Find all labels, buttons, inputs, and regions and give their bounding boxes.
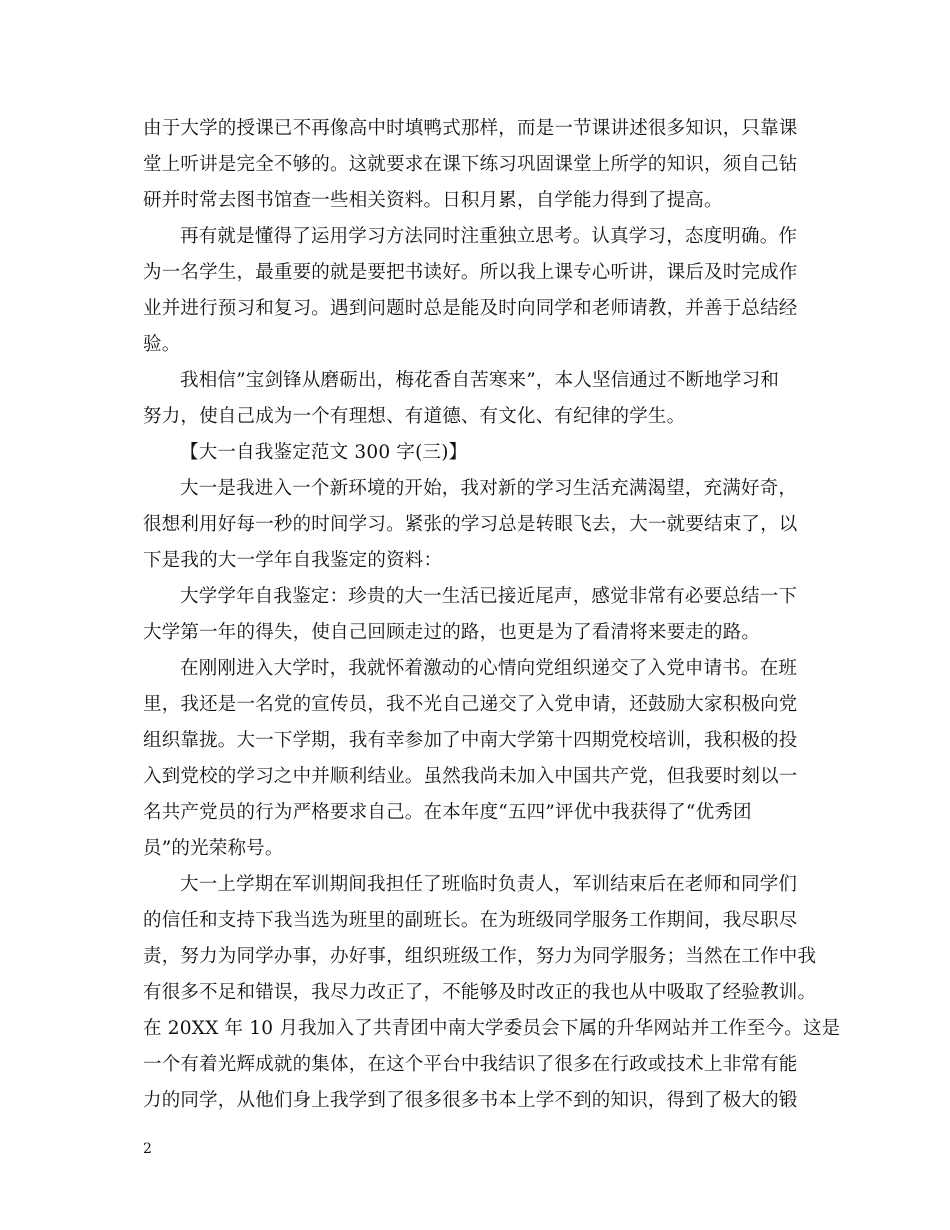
text-line: 由于大学的授课已不再像高中时填鸭式那样，而是一节课讲述很多知识，只靠课 [143, 118, 798, 139]
text-line: 研并时常去图书馆查一些相关资料。日积月累，自学能力得到了提高。 [143, 190, 723, 211]
text-line: 下是我的大一学年自我鉴定的资料： [143, 550, 443, 571]
text-line: 入到党校的学习之中并顺利结业。虽然我尚未加入中国共产党，但我要时刻以一 [143, 766, 798, 787]
section-heading: 【大一自我鉴定范文 300 字(三)】 [180, 442, 468, 463]
text-line: 努力，使自己成为一个有理想、有道德、有文化、有纪律的学生。 [143, 406, 686, 427]
text-line: 大一是我进入一个新环境的开始，我对新的学习生活充满渴望，充满好奇， [180, 478, 798, 499]
text-line: 很想利用好每一秒的时间学习。紧张的学习总是转眼飞去，大一就要结束了，以 [143, 514, 798, 535]
text-line: 责，努力为同学办事，办好事，组织班级工作，努力为同学服务；当然在工作中我 [143, 946, 817, 967]
text-line: 员”的光荣称号。 [143, 838, 284, 859]
text-line: 为一名学生，最重要的就是要把书读好。所以我上课专心听讲，课后及时完成作 [143, 262, 798, 283]
text-line: 在 20XX 年 10 月我加入了共青团中南大学委员会下属的升华网站并工作至今。这是 [143, 1018, 841, 1039]
text-line: 组织靠拢。大一下学期，我有幸参加了中南大学第十四期党校培训，我积极的投 [143, 730, 798, 751]
text-line: 力的同学，从他们身上我学到了很多很多书本上学不到的知识，得到了极大的锻 [143, 1090, 798, 1111]
text-line: 一个有着光辉成就的集体，在这个平台中我结识了很多在行政或技术上非常有能 [143, 1054, 798, 1075]
text-line: 在刚刚进入大学时，我就怀着激动的心情向党组织递交了入党申请书。在班 [180, 658, 798, 679]
text-line: 里，我还是一名党的宣传员，我不光自己递交了入党申请，还鼓励大家积极向党 [143, 694, 798, 715]
text-line: 验。 [143, 334, 181, 355]
page-number: 2 [143, 1141, 152, 1157]
text-line: 堂上听讲是完全不够的。这就要求在课下练习巩固课堂上所学的知识，须自己钻 [143, 154, 798, 175]
text-line: 业并进行预习和复习。遇到问题时总是能及时向同学和老师请教，并善于总结经 [143, 298, 798, 319]
text-line: 有很多不足和错误，我尽力改正了，不能够及时改正的我也从中吸取了经验教训。 [143, 982, 817, 1003]
text-line: 大学学年自我鉴定：珍贵的大一生活已接近尾声，感觉非常有必要总结一下 [180, 586, 798, 607]
text-line: 大一上学期在军训期间我担任了班临时负责人，军训结束后在老师和同学们 [180, 874, 798, 895]
text-line: 名共产党员的行为严格要求自己。在本年度“五四”评优中我获得了“优秀团 [143, 802, 752, 823]
text-line: 再有就是懂得了运用学习方法同时注重独立思考。认真学习，态度明确。作 [180, 226, 798, 247]
text-line: 我相信”宝剑锋从磨砺出，梅花香自苦寒来”，本人坚信通过不断地学习和 [180, 370, 780, 391]
text-line: 大学第一年的得失，使自己回顾走过的路，也更是为了看清将来要走的路。 [143, 622, 761, 643]
text-line: 的信任和支持下我当选为班里的副班长。在为班级同学服务工作期间，我尽职尽 [143, 910, 798, 931]
